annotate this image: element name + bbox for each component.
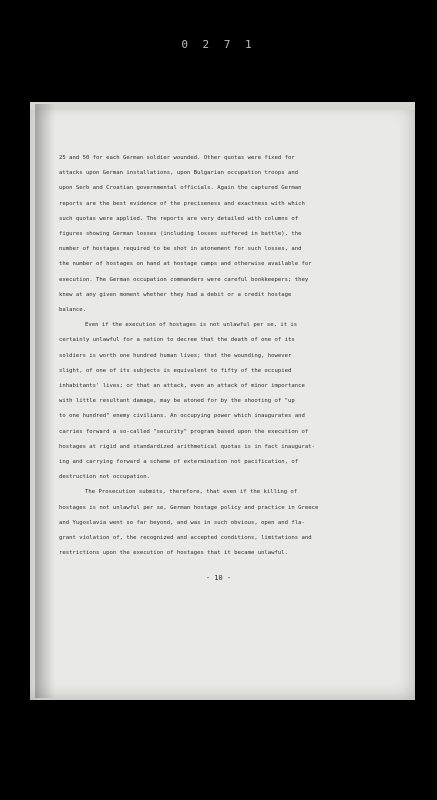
- text-line: certainly unlawful for a nation to decree that the death of one of its: [59, 337, 295, 344]
- text-line: ing and carrying forward a scheme of extermination not pacification, of: [59, 459, 299, 466]
- text-line: soldiers is worth one hundred human lives; that the wounding, however: [59, 352, 292, 359]
- text-line: the number of hostages on hand at hostage camps and otherwise available for: [59, 261, 312, 268]
- text-line: figures showing German losses (including losses suffered in battle), the: [59, 231, 302, 238]
- text-line: destruction not occupation.: [59, 474, 150, 481]
- paragraph: [59, 485, 375, 561]
- paragraph: [59, 318, 375, 485]
- text-line: number of hostages required to be shot in atonement for such losses, and: [59, 246, 302, 253]
- text-line: attacks upon German installations, upon Bulgarian occupation troops and: [59, 170, 299, 177]
- document-body: [59, 151, 375, 561]
- text-line: balance.: [59, 307, 86, 314]
- paragraph: [59, 151, 375, 318]
- text-line: such quotas were applied. The reports are very detailed with columns of: [59, 215, 299, 222]
- text-line: The Prosecution submits, therefore, that even if the killing of: [85, 489, 298, 496]
- text-line: hostages at rigid and standardized arithmetical quotas is in fact inaugurat-: [59, 443, 315, 450]
- text-line: hostages is not unlawful per se, German hostage policy and practice in Greece: [59, 504, 319, 511]
- text-line: execution. The German occupation commanders were careful bookkeepers; they: [59, 276, 309, 283]
- text-line: grant violation of, the recognized and accepted conditions, limitations and: [59, 535, 312, 542]
- frame-number: 0 2 7 1: [181, 38, 256, 51]
- text-line: knew at any given moment whether they had a debit or a credit hostage: [59, 291, 292, 298]
- text-line: 25 and 50 for each German soldier wounded. Other quotas were fixed for: [59, 155, 295, 161]
- page-number: - 10 -: [205, 574, 232, 582]
- text-line: reports are the best evidence of the preciseness and exactness with which: [59, 200, 305, 207]
- text-line: Even if the execution of hostages is not unlawful per se, it is: [85, 322, 298, 329]
- text-line: inhabitants' lives; or that an attack, even an attack of minor importance: [59, 383, 305, 390]
- text-line: with little resultant damage, may be atoned for by the shooting of "up: [59, 398, 295, 405]
- text-line: carries forward a so-called "security" program based upon the execution of: [59, 428, 309, 435]
- text-line: slight, of one of its subjects is equivalent to fifty of the occupied: [59, 367, 292, 374]
- text-line: and Yugoslavia went so far beyond, and was in such obvious, open and fla-: [59, 519, 305, 526]
- text-line: to one hundred" enemy civilians. An occupying power which inaugurates and: [59, 413, 305, 420]
- text-line: upon Serb and Croatian governmental officials. Again the captured German: [59, 185, 302, 192]
- page-top-edge: [30, 102, 415, 110]
- page-fold-shadow: [35, 104, 55, 698]
- text-line: restrictions upon the execution of hostages that it became unlawful.: [59, 550, 289, 557]
